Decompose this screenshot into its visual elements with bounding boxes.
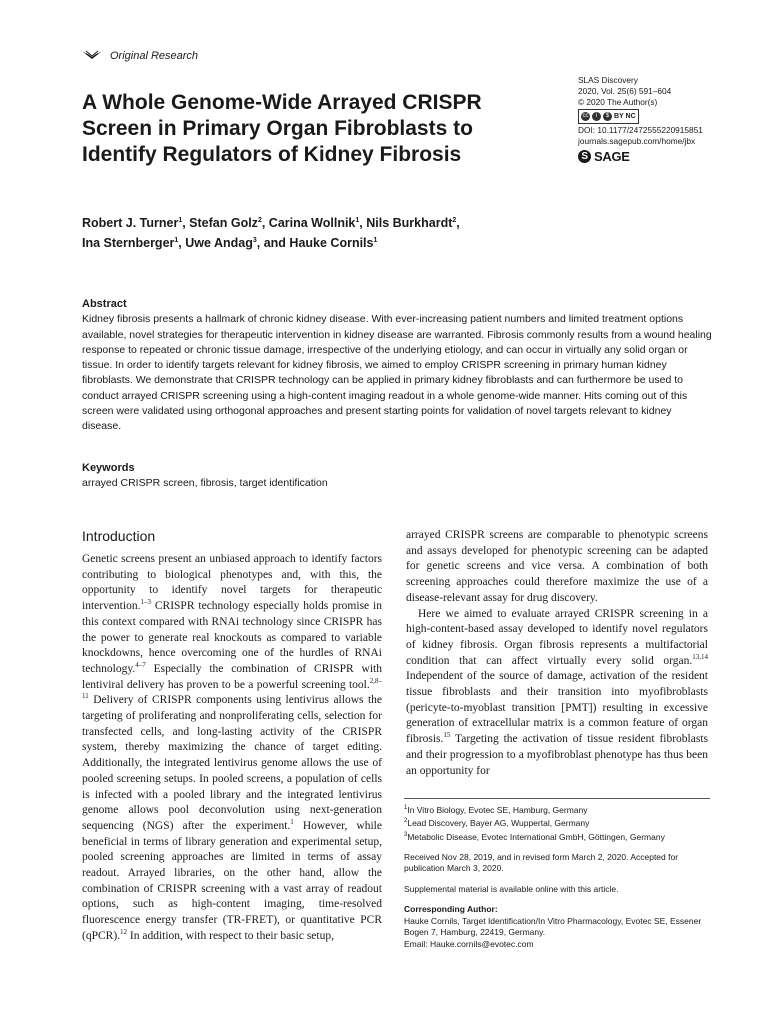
text-run: In addition, with respect to their basic setup, [127,929,334,942]
author-name: Ina Sternberger [82,236,175,251]
publisher-logo [578,150,718,163]
affiliation-number: 2 [404,818,408,825]
intro-paragraph-1-cont [406,528,708,607]
intro-left-column [82,552,382,945]
affiliation-list [404,803,710,843]
text-run: Targeting the activation of tissue resident fibroblasts and their progression to a myofibroblast phenotype has thus been an opportunity for [406,733,708,777]
corresponding-heading: Corresponding Author: [404,904,498,915]
author-name: Uwe Andag [185,236,253,251]
author-separator: , [261,216,269,231]
text-run: Independent of the source of damage, activation of the resident tissue fibroblasts and their transition into myofibroblasts (pericyte-to-myoblast transition [PMT]) resulting in excessive generation of extracellular matrix is a common feature of organ fibrosis. [406,670,708,746]
text-run: Here we aimed to evaluate arrayed CRISPR screening in a high-content-based assay developed to identify novel regulators of kidney fibrosis. Organ fibrosis represents a multifactorial condition that can affect virtually every solid organ. [406,607,708,667]
author-name: Robert J. Turner [82,216,179,231]
affiliation-item [404,830,710,843]
author-list [82,212,642,252]
citation-ref[interactable]: 1 [290,818,294,827]
publisher-name: SAGE [594,149,630,164]
author-separator: , [182,216,190,231]
journal-copyright: © 2020 The Author(s) [578,97,658,107]
text-run: Genetic screens present an unbiased approach to identify factors contributing to biological phenotypes and, with this, the opportunity to identify novel targets for therapeutic intervention. [82,553,382,613]
sage-s-icon: S [578,150,591,163]
author-separator: , [359,216,367,231]
cc-nc-icon: $ [603,112,612,121]
abstract-section [82,297,712,435]
journal-doi[interactable]: DOI: 10.1177/2472555220915851 [578,125,703,135]
citation-ref[interactable]: 12 [120,928,128,937]
intro-paragraph-1 [82,552,382,945]
footnotes [404,798,710,950]
author-affiliation-mark: 1 [178,217,183,224]
intro-right-column [406,528,708,779]
author-affiliation-mark: 1 [355,217,360,224]
author-separator: , [456,216,460,231]
corresponding-email[interactable]: Email: Hauke.cornils@evotec.com [404,938,534,949]
keywords-text: arrayed CRISPR screen, fibrosis, target identification [82,477,328,489]
journal-url[interactable]: journals.sagepub.com/home/jbx [578,136,696,146]
abstract-heading: Abstract [82,298,127,310]
keywords-heading: Keywords [82,462,135,474]
author-affiliation-mark: 1 [373,237,378,245]
cc-license-icon[interactable] [578,109,639,124]
text-run: Delivery of CRISPR components using lentivirus allows the targeting of proliferating and nonproliferating cells, selection for transfected cells, and long-lasting activity of the CRISPR system, thereby maximizing the chance of target editing. Additionally, the integrated lentivirus genome allows the use of pooled screening setups. In pooled screens, a population of cells is infected with a pooled library and the integrated lentivirus genome allows pool deconvolution using next-generation sequencing (NGS) after the experiment. [82,694,382,832]
affiliation-text: Lead Discovery, Bayer AG, Wuppertal, Germany [407,818,590,829]
journal-info [578,75,718,163]
license-badge-text: BY NC [614,113,636,120]
affiliation-item [404,803,710,816]
text-run: CRISPR technology especially holds promise in this context compared with RNAi technology since CRISPR has the power to generate real knockouts as compared to variable knockdowns, hence overcoming one of the hurdles of RNAi technology. [82,600,382,675]
author-affiliation-mark: 1 [174,237,179,245]
affiliation-number: 1 [404,805,408,811]
section-header [82,50,198,62]
cc-by-icon: i [592,112,601,121]
citation-ref[interactable]: 1–3 [140,598,151,607]
received-dates: Received Nov 28, 2019, and in revised form March 2, 2020. Accepted for publication March 3, 2020. [404,851,679,874]
citation-ref[interactable]: 13,14 [692,652,708,661]
author-affiliation-mark: 2 [452,217,457,224]
author-separator: , [178,236,186,251]
citation-ref[interactable]: 15 [443,731,451,740]
journal-name: SLAS Discovery [578,75,638,85]
text-run: Especially the combination of CRISPR with lentiviral delivery has proven to be a powerful screening tool. [82,662,382,691]
journal-volume: 2020, Vol. 25(6) 591–604 [578,86,672,96]
affiliation-number: 3 [404,831,408,838]
paper-title: A Whole Genome-Wide Arrayed CRISPR Screen in Primary Organ Fibroblasts to Identify Regulators of Kidney Fibrosis [82,91,482,166]
keywords-section [82,461,712,491]
text-run: arrayed CRISPR screens are comparable to phenotypic screens and assays developed for phenotypic screening can be adapted for genetic screens and vice versa. A combination of both screening approaches could therefore maximize the use of a disease-relevant assay for drug discovery. [406,529,708,604]
author-separator: , and [256,236,290,251]
cc-circle-icon: cc [582,113,589,119]
text-run: However, while beneficial in terms of library generation and experimental setup, pooled screening approaches are limited in terms of assay readout. Arrayed libraries, on the other hand, allow the combination of CRISPR screening with a vast array of readout options, such as high-content imaging, time-resolved fluorescence energy transfer (TR-FRET), or quantitative PCR (qPCR). [82,819,382,942]
abstract-text: Kidney fibrosis presents a hallmark of chronic kidney disease. With ever-increasing patient numbers and limited treatment options available, novel strategies for therapeutic intervention in kidney disease are warranted. Fibrosis commonly results from a wound healing response to repeated or chronic tissue damage, irrespective of the underlying etiology, and can occur in virtually any solid organ or tissue. In order to identify targets relevant for kidney fibrosis, we aimed to employ CRISPR screening in primary human kidney fibroblasts. We demonstrate that CRISPR technology can be applied in primary kidney fibroblasts and can furthermore be used to conduct arrayed CRISPR screening using a high-content imaging readout in a whole genome-wide manner. Hits coming out of this screen were validated using orthogonal approaches and present starting points for validation of novel targets relevant to kidney disease. [82,313,712,433]
introduction-heading: Introduction [82,528,156,544]
affiliation-text: In Vitro Biology, Evotec SE, Hamburg, Germany [407,804,588,815]
author-name: Hauke Cornils [289,236,374,251]
author-name: Stefan Golz [189,216,258,231]
affiliation-item [404,816,710,829]
citation-ref[interactable]: 2,8–11 [82,676,382,701]
author-name: Carina Wollnik [268,216,356,231]
intro-paragraph-2 [406,607,708,780]
author-name: Nils Burkhardt [366,216,453,231]
corresponding-author [404,904,710,950]
author-affiliation-mark: 3 [252,237,257,245]
supplemental-note: Supplemental material is available online with this article. [404,883,619,894]
citation-ref[interactable]: 4–7 [135,661,146,670]
author-affiliation-mark: 2 [257,217,262,224]
section-label: Original Research [110,50,199,62]
affiliation-text: Metabolic Disease, Evotec International GmbH, Göttingen, Germany [407,831,665,842]
bird-logo-icon [82,50,102,62]
corresponding-text: Hauke Cornils, Target Identification/In Vitro Pharmacology, Evotec SE, Essener Bogen 7, Hamburg, 22419, Germany. [404,915,702,938]
